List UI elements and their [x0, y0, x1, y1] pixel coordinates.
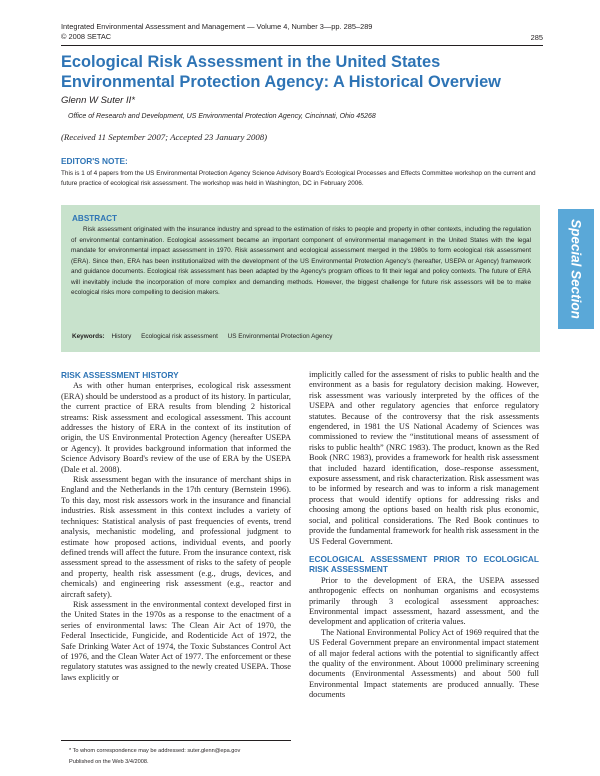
journal-header [61, 22, 372, 42]
editors-note-label: EDITOR'S NOTE: [61, 156, 128, 166]
section-spacer [309, 547, 539, 554]
correspondence-note: * To whom correspondence may be addressed: suter.glenn@epa.gov [69, 748, 241, 754]
editors-note-text: This is 1 of 4 papers from the US Environmental Protection Agency Science Advisory Board's Ecological Processes and Effects Committee workshop on the current and future practice of ecological risk assessment. The workshop was held in Washington, DC in February 2006. [61, 170, 536, 187]
article-title: Ecological Risk Assessment in the United States Environmental Protection Agency: A Historical Overview [61, 53, 501, 91]
keywords [72, 333, 340, 340]
section-heading-risk-history: RISK ASSESSMENT HISTORY [61, 370, 179, 380]
journal-citation: Integrated Environmental Assessment and Management — Volume 4, Number 3—pp. 285–289 [61, 22, 373, 31]
footnote [61, 740, 291, 768]
affiliation: Office of Research and Development, US Environmental Protection Agency, Cincinnati, Ohio 45268 [68, 113, 376, 120]
header-divider [61, 45, 543, 46]
abstract-text: Risk assessment originated with the insurance industry and spread to the estimation of risks to people and property in other contexts, including the regulation of environmental contamination. Ecological assessment became an important component of environmental management in the United States with the legal mandate for environmental impact assessment in 1970. Risk assessment and ecological assessment merged in the 1980s to form ecological risk assessment (ERA). Since then, ERA has been institutionalized with the development of the US Environmental Protection Agency's (hereafter, USEPA or Agency) framework and guidance documents. Ecological risk assessment has been adapted by the Agency's program offices to fit their legal and policy contexts. The future of ERA will inevitably include the incorporation of more complex and demanding methods. However, the biggest challenge for future risk assessors will be to make ecological risks more compelling to decision makers. [71, 226, 531, 296]
body-paragraph: Prior to the development of ERA, the USEPA assessed anthropogenic effects on nonhuman organisms and ecosystems primarily through 3 ecological assessment approaches: Environmental impact assessment, hazard assessment, and the development and application of criteria values. [309, 575, 539, 627]
keyword: Ecological risk assessment [141, 333, 218, 340]
left-column [61, 370, 291, 683]
body-paragraph: The National Environmental Policy Act of 1969 required that the US Federal Government prepare an environmental impact statement of all major federal actions with the potential to significantly affect the quality of the environment. About 10000 preliminary screening documents (Environmental Assessments) and about 500 full Environmental Impact statements are produced annually. These documents [309, 627, 539, 700]
right-column [309, 370, 539, 701]
keyword: History [111, 333, 132, 340]
section-heading-ecological-assessment: ECOLOGICAL ASSESSMENT PRIOR TO ECOLOGICAL RISK ASSESSMENT [309, 553, 539, 575]
received-dates: (Received 11 September 2007; Accepted 23 January 2008) [61, 132, 268, 142]
body-paragraph: Risk assessment in the environmental context developed first in the United States in the 1970s as a response to the enactment of a series of environmental laws: The Clean Air Act of 1970, the Federal Insecticide, Fungicide, and Rodenticide Act of 1972, the Safe Drinking Water Act of 1974, the Toxic Substances Control Act of 1976, and the Clean Water Act of 1977. The enforcement or these regulatory statutes was assigned to the newly created USEPA. Those laws explicitly or [61, 599, 291, 682]
body-paragraph: As with other human enterprises, ecological risk assessment (ERA) should be understood as a product of its history. In particular, the current practice of ERA results from blending 2 historical streams: Risk assessment and ecological assessment. This account addresses the history of ERA in the context of its institution of origin, the US Environmental Protection Agency (hereafter USEPA or Agency). It provides background information that informed the Science Advisory Board's review of the use of ERA by the USEPA (Dale et al. 2008). [61, 381, 291, 474]
abstract-label: ABSTRACT [72, 214, 118, 223]
keywords-label: Keywords: [72, 333, 105, 340]
published-note: Published on the Web 3/4/2008. [69, 759, 149, 765]
body-paragraph: Risk assessment began with the insurance of merchant ships in England and the Netherlands in the 17th century (Bernstein 1996). To this day, most risk assessors work in the insurance and financial industries. Risk assessment in this context includes a variety of techniques: Statistical analysis of past frequencies of events, trend analysis, mechanistic modeling, and professional judgment to estimate how proposed actions, individual events, and poorly defined trends will affect the future. From the insurance context, risk assessment spread to the assessment of risks to the safety of people and property, health risk assessment (e.g., drugs, devices, and chemicals) and engineering risk assessment (e.g., reactor and aircraft safety). [61, 475, 291, 599]
special-section-label: Special Section [568, 219, 584, 319]
special-section-tab [558, 209, 594, 329]
page-number: 285 [530, 33, 543, 42]
keyword: US Environmental Protection Agency [227, 333, 333, 340]
body-paragraph: implicitly called for the assessment of risks to public health and the environment as a basis for regulatory decision making. However, risk assessment was variously interpreted by the offices of the USEPA and other regulatory agencies that enforce regulatory statutes. Because of the controversy that the risk assessments engendered, in 1981 the US National Academy of Sciences was commissioned to review the “institutional means of assessment of risks to public health” (NRC 1983). The product, known as the Red Book (NRC 1983), provides a framework for health risk assessment that included hazard identification, dose–response assessment, exposure assessment, and risk characterization. Risk assessment was to be informed by research and was to inform a risk management process that would identify options for addressing risks and choosing among the options based on health risk plus economic, social, and political considerations. The Red Book continues to provide the fundamental framework for health risk assessment in the US Federal Government. [309, 370, 539, 546]
copyright: © 2008 SETAC [61, 32, 112, 41]
author: Glenn W Suter II* [61, 95, 135, 106]
abstract-box [61, 205, 540, 352]
